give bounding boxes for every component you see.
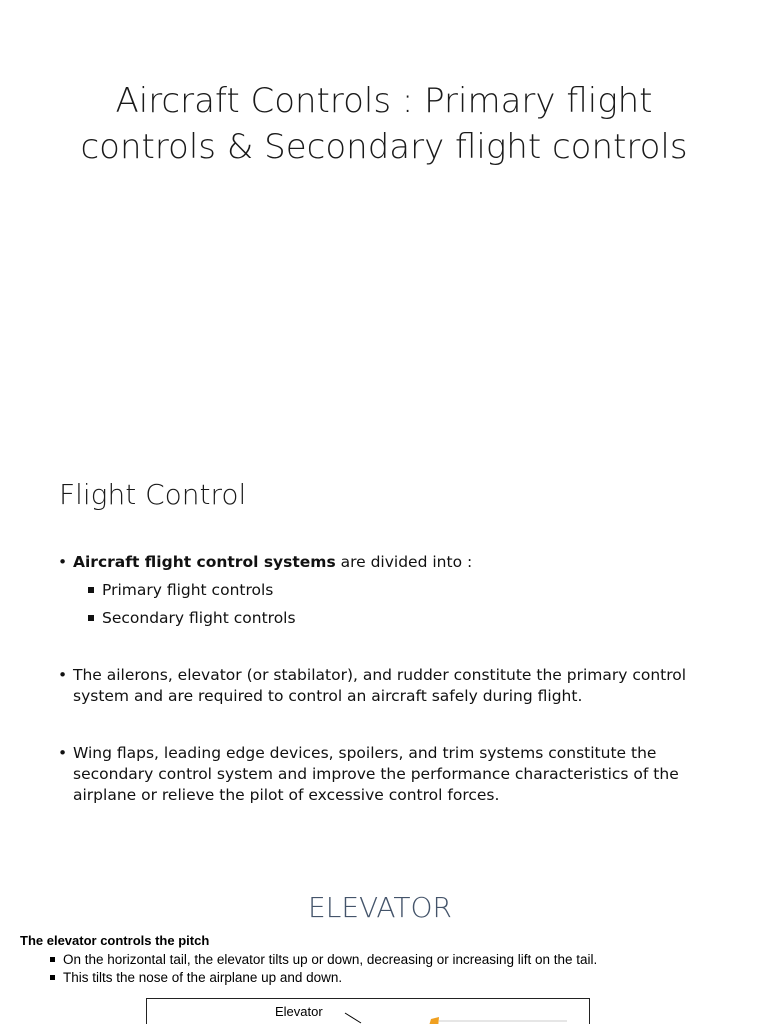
bullet-text (73, 552, 718, 573)
bullet-primary-control (58, 665, 698, 707)
section-heading-flight-control: Flight Control (59, 478, 247, 511)
sub-bullet-secondary (88, 608, 296, 629)
leader-line (345, 1013, 361, 1023)
sub-bullet-text: Primary flight controls (102, 581, 274, 599)
sub-bullet-text: Secondary flight controls (102, 609, 296, 627)
square-bullet-icon (50, 957, 55, 962)
elevator-diagram (146, 998, 590, 1024)
tail-shape (425, 1017, 439, 1024)
elevator-bullet (50, 969, 342, 987)
bullet-text: The ailerons, elevator (or stabilator), and rudder constitute the primary control system and are required to control an aircraft safely during flight. (73, 666, 687, 705)
diagram-label-elevator: Elevator (275, 1004, 323, 1019)
bullet-secondary-control (58, 743, 698, 806)
square-bullet-icon (88, 587, 94, 593)
bullet-dot: • (58, 666, 68, 684)
bullet-dot: • (58, 744, 68, 762)
sub-bullet-primary (88, 580, 273, 601)
elevator-heading: ELEVATOR (308, 891, 452, 924)
bullet-text: Wing flaps, leading edge devices, spoilers, and trim systems constitute the secondary control system and improve the performance characteristics of the airplane or relieve the pilot of excessive control forces. (73, 744, 679, 804)
slide-title: Aircraft Controls : Primary flight controls & Secondary flight controls (80, 81, 688, 167)
diagram-drawing (147, 999, 590, 1024)
bullet-dot: • (58, 553, 68, 571)
elevator-subheading: The elevator controls the pitch (20, 933, 210, 948)
elevator-bullet (50, 951, 597, 969)
square-bullet-icon (50, 975, 55, 980)
bullet-control-systems (58, 552, 718, 573)
bullet-bold-text: Aircraft flight control systems (73, 553, 336, 571)
bullet-rest-text: are divided into : (335, 553, 473, 571)
elevator-bullet-text: This tilts the nose of the airplane up and down. (63, 970, 343, 985)
square-bullet-icon (88, 615, 94, 621)
elevator-bullet-text: On the horizontal tail, the elevator tilts up or down, decreasing or increasing lift on the tail. (63, 952, 598, 967)
